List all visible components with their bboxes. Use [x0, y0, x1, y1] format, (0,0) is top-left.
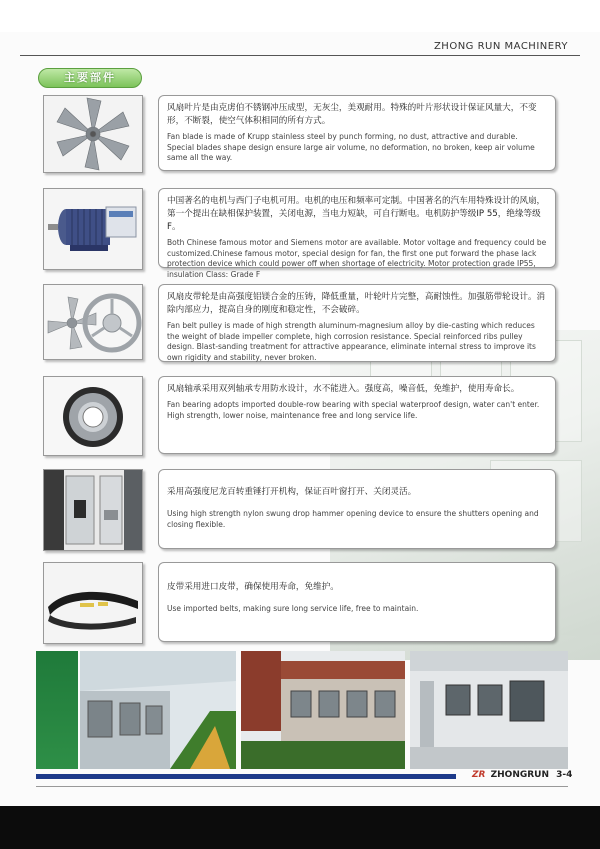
greenhouse-photo: [80, 651, 236, 769]
pulley-icon: [44, 285, 142, 359]
bearing-en-text: Fan bearing adopts imported double-row bearing with special waterproof design, water can't enter. High strength, lower noise, maintenance free and long service life.: [167, 400, 540, 420]
footer-blue-bar: [36, 774, 456, 779]
motor-thumbnail: [43, 188, 143, 270]
section-title-badge: 主要部件: [38, 68, 142, 88]
footer-rule: [36, 786, 568, 787]
pulley-thumbnail: [43, 284, 143, 360]
fan-blade-description: [158, 95, 556, 171]
pulley-cn-text: 风扇皮带轮是由高强度铝镁合金的压铸，降低重量，叶轮叶片完整，高耐蚀性。加强筋带轮设计。消除内部应力，提高自身的刚度和稳定性，不会破碎。: [167, 292, 546, 315]
motor-description: [158, 188, 556, 279]
zhongrun-logo: ZR: [472, 770, 486, 780]
installation-photo-strip: [36, 651, 568, 769]
scan-bottom-band: [0, 806, 600, 849]
belt-cn-text: 皮带采用进口皮带，确保使用寿命，免维护。: [167, 582, 339, 592]
factory-interior-photo: [410, 651, 568, 769]
bearing-icon: [44, 377, 142, 455]
fan-blade-thumbnail: [43, 95, 143, 173]
footer-brand: [472, 770, 572, 780]
bearing-thumbnail: [43, 376, 143, 456]
shutter-mechanism-cn-text: 采用高强度尼龙百转重锤打开机构，保证百叶窗打开、关闭灵活。: [167, 487, 417, 497]
belt-icon: [44, 563, 142, 643]
shutter-mechanism-en-text: Using high strength nylon swung drop hammer opening device to ensure the shutters opening and closing flexible.: [167, 509, 539, 529]
header-rule: [20, 55, 580, 56]
header-brand: ZHONG RUN MACHINERY: [433, 41, 568, 52]
top-margin: [0, 0, 600, 32]
motor-cn-text: 中国著名的电机与西门子电机可用。电机的电压和频率可定制。中国著名的汽车用特殊设计的风扇，第一个提出在缺相保护装置，关闭电源，当电力短缺，可自行断电。电机防护等级IP 55，绝缘等级F。: [167, 196, 546, 232]
shutter-mechanism-description: [158, 469, 556, 549]
fan-blade-icon: [44, 96, 142, 172]
belt-en-text: Use imported belts, making sure long service life, free to maintain.: [167, 604, 419, 613]
belt-description: [158, 562, 556, 642]
fan-blade-en-text: Fan blade is made of Krupp stainless steel by punch forming, no dust, attractive and durable. Special blades shape design ensure large air volume, no deformation, no broken, keep air volume same all the way.: [167, 132, 535, 162]
motor-icon: [44, 189, 142, 269]
fan-blade-cn-text: 风扇叶片是由克虏伯不锈钢冲压成型，无灰尘，美观耐用。特殊的叶片形状设计保证风量大，不变形，不断裂，使空气体积相同的所有方式。: [167, 103, 537, 126]
shutter-mechanism-thumbnail: [43, 469, 143, 551]
bearing-description: [158, 376, 556, 454]
pulley-en-text: Fan belt pulley is made of high strength aluminum-magnesium alloy by die-casting which reduces the weight of blade impeller complete, high corrosion resistance. Special reinforced ribs pulley design. Blast-sanding treatment for attractive appearance, eliminate internal stress to improve its own rigidity and stability, never broken.: [167, 321, 536, 362]
pulley-description: [158, 284, 556, 362]
footer-brand-name: ZHONGRUN: [490, 770, 550, 780]
green-block: [36, 651, 78, 769]
factory-exterior-photo: [241, 651, 405, 769]
belt-thumbnail: [43, 562, 143, 644]
bearing-cn-text: 风扇轴承采用双列轴承专用防水设计，水不能进入。强度高，噪音低，免维护，使用寿命长。: [167, 384, 520, 394]
page-number: 3-4: [556, 770, 573, 780]
shutter-mechanism-icon: [44, 470, 142, 550]
motor-en-text: Both Chinese famous motor and Siemens motor are available. Motor voltage and frequency could be customized.Chinese famous motor, special design for fan, the first one put forward the phase lack protection device which could power off when shortage of electricity. Motor protection grade IP55, insulation Class: Grade F: [167, 238, 547, 279]
